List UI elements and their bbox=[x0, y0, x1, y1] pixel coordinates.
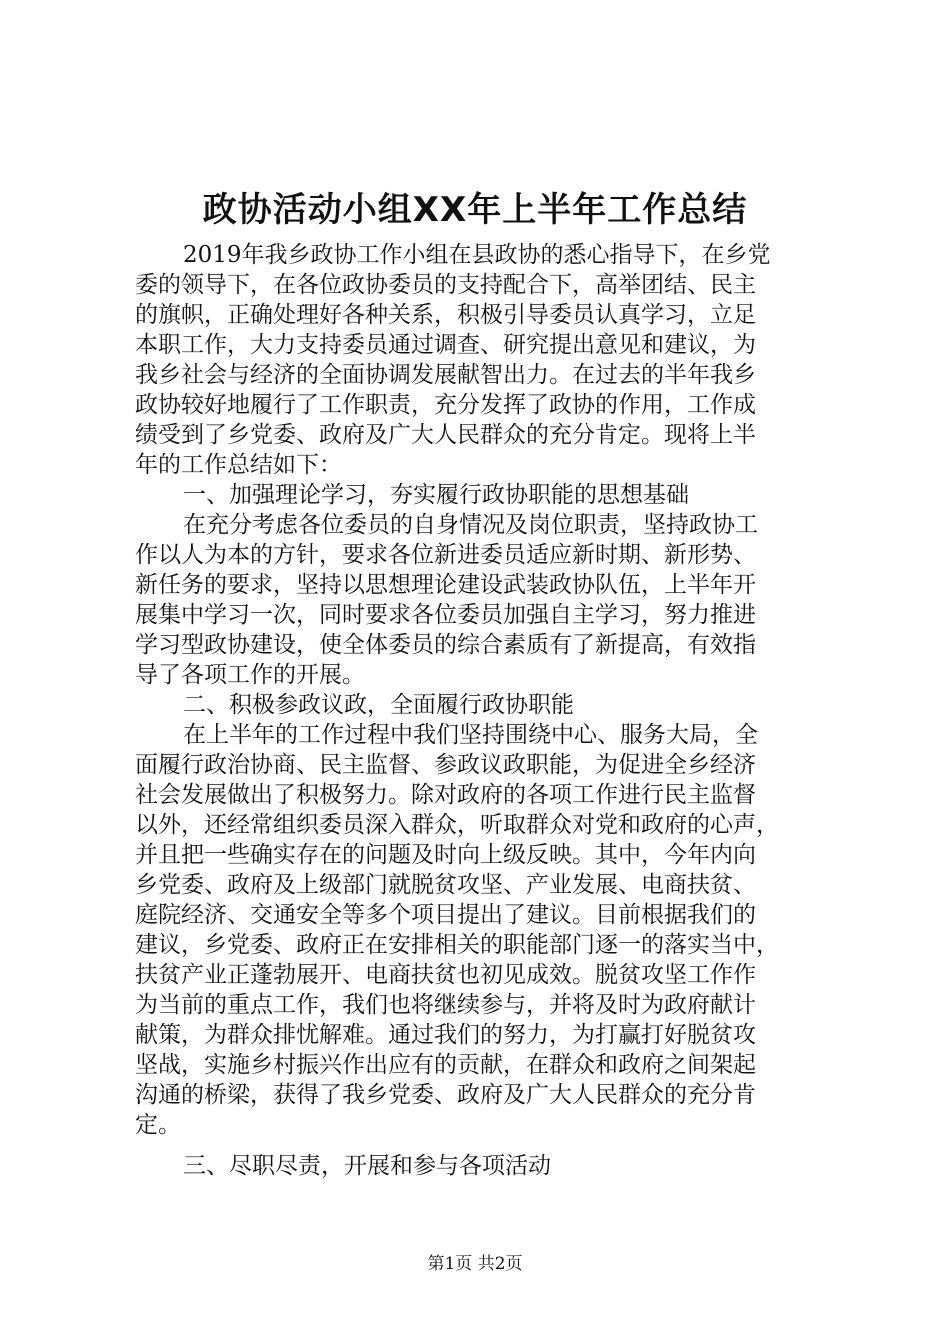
paragraph-line: 以外，还经常组织委员深入群众，听取群众对党和政府的心声， bbox=[135, 812, 779, 838]
paragraph-line: 展集中学习一次，同时要求各位委员加强自主学习，努力推进 bbox=[135, 602, 756, 628]
paragraph-line: 年的工作总结如下： bbox=[135, 452, 342, 478]
paragraph-line: 学习型政协建设，使全体委员的综合素质有了新提高，有效指 bbox=[135, 632, 756, 658]
paragraph-line: 绩受到了乡党委、政府及广大人民群众的充分肯定。现将上半 bbox=[135, 422, 756, 448]
paragraph-line: 导了各项工作的开展。 bbox=[135, 662, 365, 688]
paragraph-line: 面履行政治协商、民主监督、参政议政职能，为促进全乡经济 bbox=[135, 752, 756, 778]
paragraph-line: 新任务的要求，坚持以思想理论建设武装政协队伍，上半年开 bbox=[135, 572, 756, 598]
section-heading: 一、加强理论学习，夯实履行政协职能的思想基础 bbox=[183, 482, 689, 508]
paragraph-line: 坚战，实施乡村振兴作出应有的贡献，在群众和政府之间架起 bbox=[135, 1052, 756, 1078]
paragraph-line: 在充分考虑各位委员的自身情况及岗位职责，坚持政协工 bbox=[183, 512, 758, 538]
paragraph-line: 委的领导下，在各位政协委员的支持配合下，高举团结、民主 bbox=[135, 272, 756, 298]
paragraph-line: 2019年我乡政协工作小组在县政协的悉心指导下，在乡党 bbox=[183, 242, 771, 268]
paragraph-line: 乡党委、政府及上级部门就脱贫攻坚、产业发展、电商扶贫、 bbox=[135, 872, 756, 898]
paragraph-line: 定。 bbox=[135, 1112, 181, 1138]
paragraph-line: 的旗帜，正确处理好各种关系，积极引导委员认真学习，立足 bbox=[135, 302, 756, 328]
paragraph-line: 本职工作，大力支持委员通过调查、研究提出意见和建议，为 bbox=[135, 332, 756, 358]
section-heading: 二、积极参政议政，全面履行政协职能 bbox=[183, 692, 574, 718]
paragraph-line: 沟通的桥梁，获得了我乡党委、政府及广大人民群众的充分肯 bbox=[135, 1082, 756, 1108]
paragraph-line: 作以人为本的方针，要求各位新进委员适应新时期、新形势、 bbox=[135, 542, 756, 568]
page-number-footer: 第1页 共2页 bbox=[427, 1254, 523, 1274]
document-title: 政协活动小组XX年上半年工作总结 bbox=[202, 190, 748, 230]
paragraph-line: 政协较好地履行了工作职责，充分发挥了政协的作用，工作成 bbox=[135, 392, 756, 418]
paragraph-line: 并且把一些确实存在的问题及时向上级反映。其中，今年内向 bbox=[135, 842, 756, 868]
paragraph-line: 我乡社会与经济的全面协调发展献智出力。在过去的半年我乡 bbox=[135, 362, 756, 388]
paragraph-line: 扶贫产业正蓬勃展开、电商扶贫也初见成效。脱贫攻坚工作作 bbox=[135, 962, 756, 988]
paragraph-line: 庭院经济、交通安全等多个项目提出了建议。目前根据我们的 bbox=[135, 902, 756, 928]
paragraph-line: 献策，为群众排忧解难。通过我们的努力，为打赢打好脱贫攻 bbox=[135, 1022, 756, 1048]
paragraph-line: 在上半年的工作过程中我们坚持围绕中心、服务大局，全 bbox=[183, 722, 758, 748]
paragraph-line: 建议，乡党委、政府正在安排相关的职能部门逐一的落实当中， bbox=[135, 932, 779, 958]
section-heading: 三、尽职尽责，开展和参与各项活动 bbox=[183, 1153, 551, 1179]
paragraph-line: 社会发展做出了积极努力。除对政府的各项工作进行民主监督 bbox=[135, 782, 756, 808]
paragraph-line: 为当前的重点工作，我们也将继续参与，并将及时为政府献计 bbox=[135, 992, 756, 1018]
